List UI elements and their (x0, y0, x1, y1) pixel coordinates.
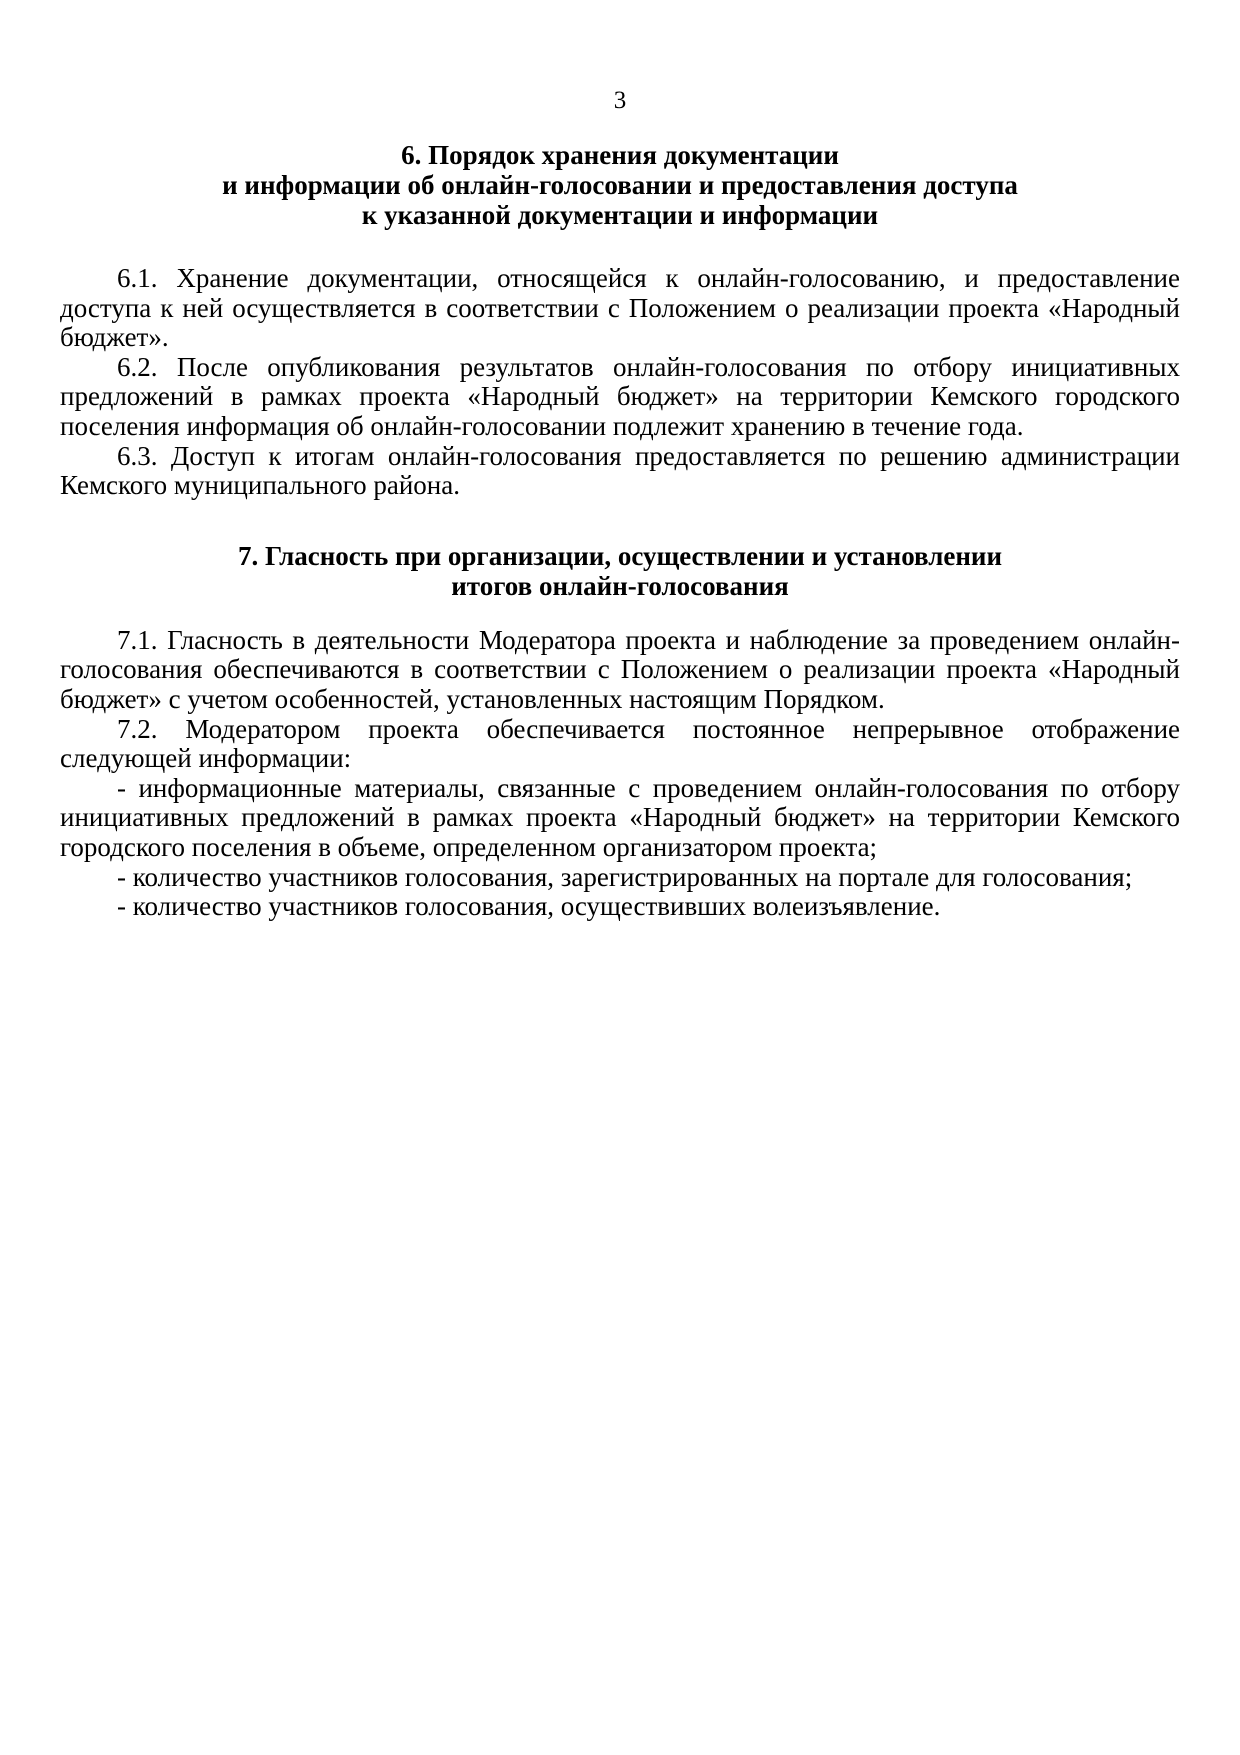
paragraph-7-2-list-item-2: - количество участников голосования, зарегистрированных на портале для голосования; (117, 861, 1133, 892)
paragraph-7-2-list-item-1: - информационные материалы, связанные с проведением онлайн-голосования по отбору инициативных предложений в рамках проекта «Народный бюджет» на территории Кемского городского поселения в объеме, определенном организатором проекта; (60, 772, 1180, 862)
section-6-heading-line-3: к указанной документации и информации (361, 200, 879, 230)
paragraph-6-2: 6.2. После опубликования результатов онлайн-голосования по отбору инициативных предложений в рамках проекта «Народный бюджет» на территории Кемского городского поселения информация об онлайн-голосовании подлежит хранению в течение года. (60, 351, 1180, 441)
section-6-heading-line-1: 6. Порядок хранения документации (401, 140, 839, 170)
section-6-heading (60, 140, 1180, 230)
section-7-heading-line-2: итогов онлайн-голосования (451, 570, 789, 601)
paragraph-6-1: 6.1. Хранение документации, относящейся к онлайн-голосованию, и предоставление доступа к ней осуществляется в соответствии с Положением о реализации проекта «Народный бюджет». (60, 263, 1180, 353)
paragraph-7-2: 7.2. Модератором проекта обеспечивается постоянное непрерывное отображение следующей информации: (60, 713, 1180, 774)
paragraph-7-2-list-item-3: - количество участников голосования, осуществивших волеизъявление. (117, 891, 941, 922)
paragraph-6-3: 6.3. Доступ к итогам онлайн-голосования предоставляется по решению администрации Кемского муниципального района. (60, 440, 1180, 501)
section-6-storage-of-documentation (60, 140, 1180, 501)
paragraph-7-1: 7.1. Гласность в деятельности Модератора проекта и наблюдение за проведением онлайн-голосования обеспечиваются в соответствии с Положением о реализации проекта «Народный бюджет» с учетом особенностей, установленных настоящим Порядком. (60, 624, 1180, 714)
section-6-heading-line-2: и информации об онлайн-голосовании и предоставления доступа (222, 170, 1018, 200)
page-number: 3 (613, 87, 627, 114)
section-7-transparency (60, 541, 1180, 922)
section-7-heading-line-1: 7. Гласность при организации, осуществлении и установлении (237, 540, 1003, 571)
section-7-heading (60, 541, 1180, 601)
